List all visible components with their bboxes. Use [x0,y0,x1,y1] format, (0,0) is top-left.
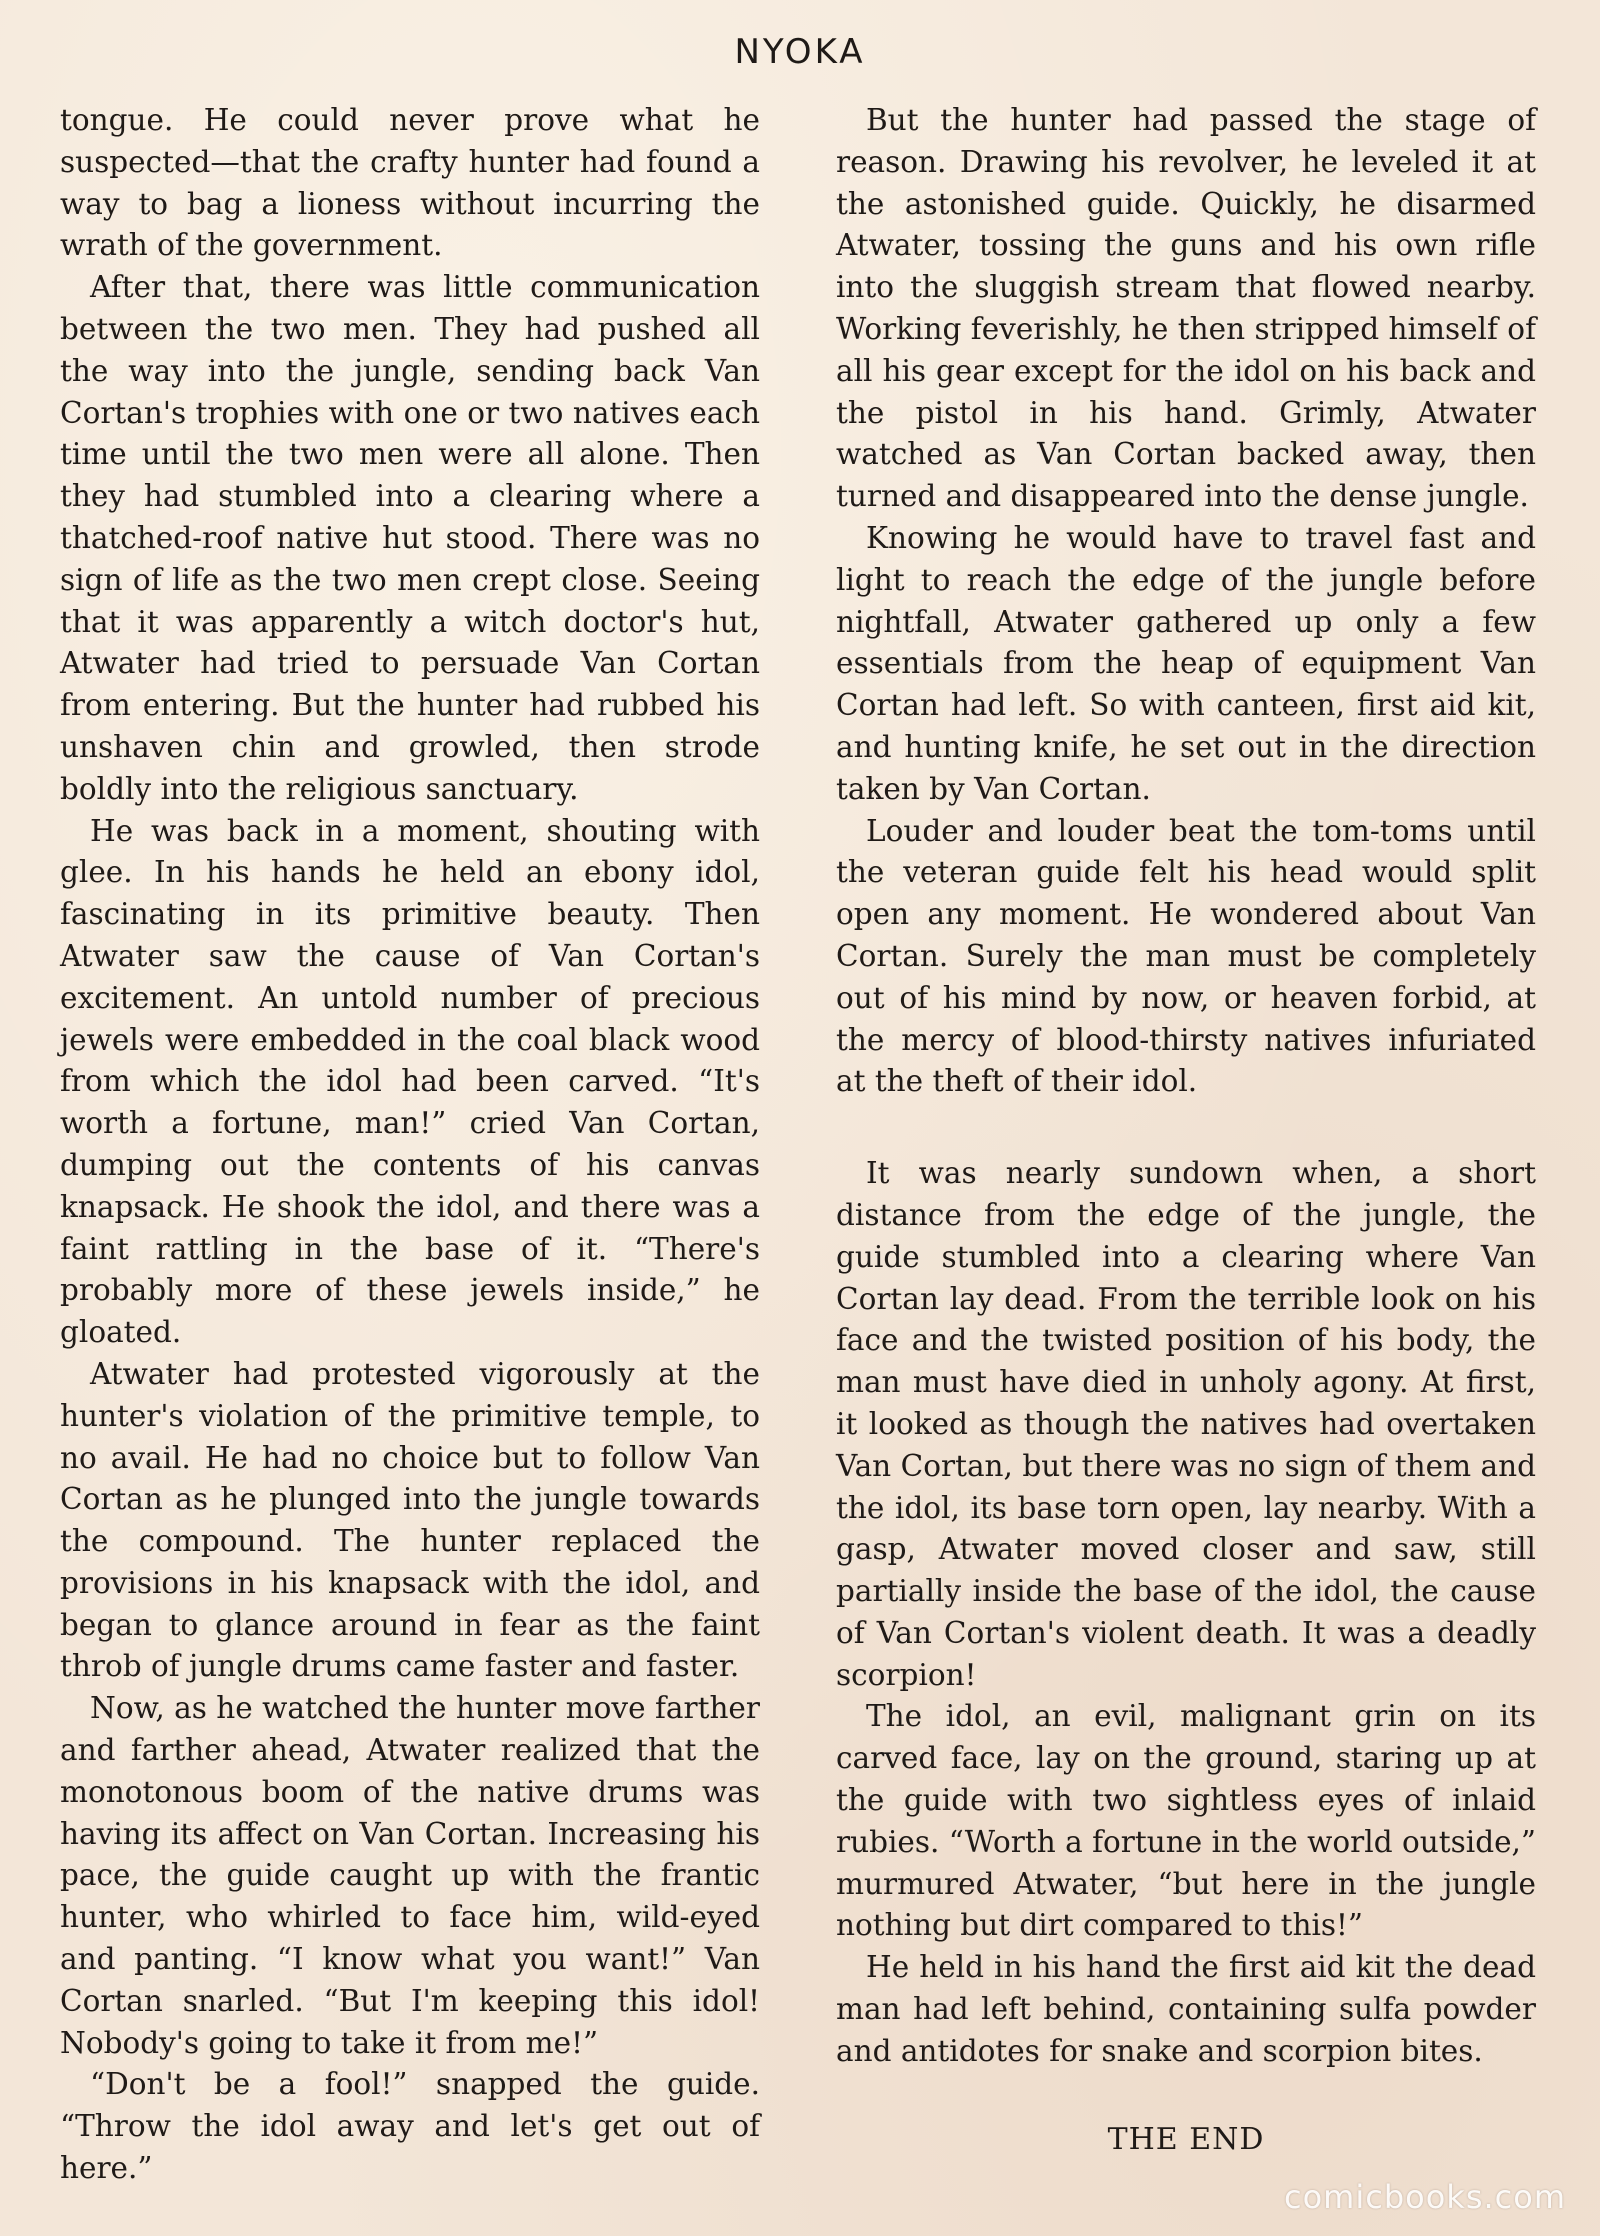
right-text-column [836,100,1536,2073]
paragraph: He was back in a moment, shouting with glee. In his hands he held an ebony idol, fascinating in its primitive beauty. Then Atwater saw the cause of Van Cortan's excitement. An untold number of precious jewels were embedded in the coal black wood from which the idol had been carved. “It's worth a fortune, man!” cried Van Cortan, dumping out the contents of his canvas knapsack. He shook the idol, and there was a faint rattling in the base of it. “There's probably more of these jewels inside,” he gloated. [60,813,760,1350]
paragraph: Atwater had protested vigorously at the hunter's violation of the primitive temple, to no avail. He had no choice but to follow Van Cortan as he plunged into the jungle towards the compound. The hunter replaced the provisions in his knapsack with the idol, and began to glance around in fear as the faint throb of jungle drums came faster and faster. [60,1356,760,1684]
paragraph: He held in his hand the first aid kit the dead man had left behind, containing sulfa powder and antidotes for snake and scorpion bites. [836,1950,1536,2068]
paragraph: It was nearly sundown when, a short distance from the edge of the jungle, the guide stumbled into a clearing where Van Cortan lay dead. From the terrible look on his face and the twisted position of his body, the man must have died in unholy agony. At first, it looked as though the natives had overtaken Van Cortan, but there was no sign of them and the idol, its base torn open, lay nearby. With a gasp, Atwater moved closer and saw, still partially inside the base of the idol, the cause of Van Cortan's violent death. It was a deadly scorpion! [836,1156,1536,1692]
paragraph: But the hunter had passed the stage of reason. Drawing his revolver, he leveled it at the astonished guide. Quickly, he disarmed Atwater, tossing the guns and his own rifle into the sluggish stream that flowed nearby. Working feverishly, he then stripped himself of all his gear except for the idol on his back and the pistol in his hand. Grimly, Atwater watched as Van Cortan backed away, then turned and disappeared into the dense jungle. [836,103,1536,514]
paragraph: tongue. He could never prove what he suspected—that the crafty hunter had found a way to bag a lioness without incurring the wrath of the government. [60,103,760,263]
paragraph: The idol, an evil, malignant grin on its carved face, lay on the ground, staring up at the guide with two sightless eyes of inlaid rubies. “Worth a fortune in the world outside,” murmured Atwater, “but here in the jungle nothing but dirt compared to this!” [836,1699,1536,1943]
paragraph: Now, as he watched the hunter move farther and farther ahead, Atwater realized that the monotonous boom of the native drums was having its affect on Van Cortan. Increasing his pace, the guide caught up with the frantic hunter, who whirled to face him, wild-eyed and panting. “I know what you want!” Van Cortan snarled. “But I'm keeping this idol! Nobody's going to take it from me!” [60,1691,760,2060]
paragraph: “Don't be a fool!” snapped the guide. “Throw the idol away and let's get out of here.” [60,2067,760,2186]
the-end-label: THE END [1107,2122,1265,2157]
left-text-column [60,100,760,2190]
page-title: NYOKA [734,32,866,72]
paragraph: Knowing he would have to travel fast and light to reach the edge of the jungle before nightfall, Atwater gathered up only a few essentials from the heap of equipment Van Cortan had left. So with canteen, first aid kit, and hunting knife, he set out in the direction taken by Van Cortan. [836,520,1536,806]
watermark: comicbooks.com [1283,2178,1566,2216]
paragraph: Louder and louder beat the tom-toms until the veteran guide felt his head would split open any moment. He wondered about Van Cortan. Surely the man must be completely out of his mind by now, or heaven forbid, at the mercy of blood-thirsty natives infuriated at the theft of their idol. [836,813,1536,1099]
paragraph: After that, there was little communication between the two men. They had pushed all the way into the jungle, sending back Van Cortan's trophies with one or two natives each time until the two men were all alone. Then they had stumbled into a clearing where a thatched-roof native hut stood. There was no sign of life as the two men crept close. Seeing that it was apparently a witch doctor's hut, Atwater had tried to persuade Van Cortan from entering. But the hunter had rubbed his unshaven chin and growled, then strode boldly into the religious sanctuary. [60,270,760,806]
